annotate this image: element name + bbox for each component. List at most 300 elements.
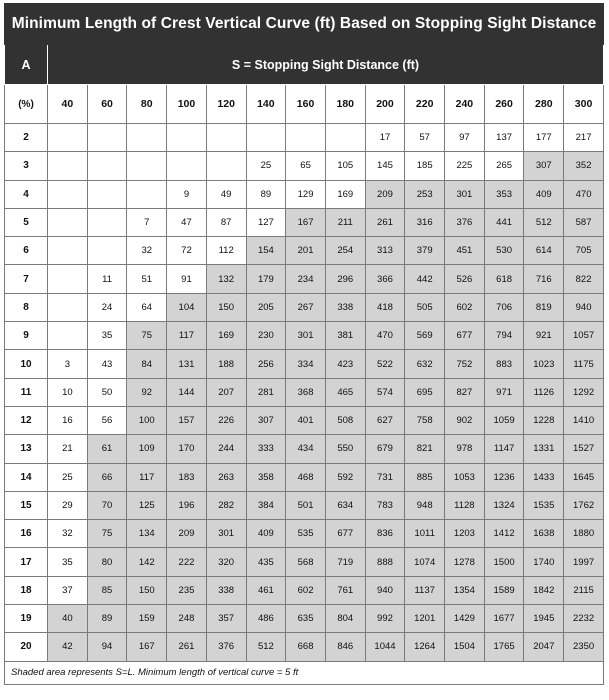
table-cell: 1057 xyxy=(564,322,604,350)
table-cell: 230 xyxy=(246,322,286,350)
table-cell: 758 xyxy=(405,406,445,434)
table-cell: 301 xyxy=(286,322,326,350)
table-cell xyxy=(127,180,167,208)
table-cell: 1074 xyxy=(405,548,445,576)
table-cell: 29 xyxy=(48,491,88,519)
table-cell: 679 xyxy=(365,435,405,463)
table-cell: 368 xyxy=(286,378,326,406)
table-cell: 677 xyxy=(445,322,485,350)
data-table xyxy=(4,45,604,662)
table-cell: 72 xyxy=(167,237,207,265)
table-cell: 470 xyxy=(365,322,405,350)
row-header: 10 xyxy=(5,350,48,378)
table-cell: 1264 xyxy=(405,633,445,661)
table-cell: 80 xyxy=(87,548,127,576)
table-cell: 366 xyxy=(365,265,405,293)
table-cell: 253 xyxy=(405,180,445,208)
row-header: 4 xyxy=(5,180,48,208)
table-row xyxy=(5,208,604,236)
table-cell xyxy=(286,124,326,152)
table-cell: 1765 xyxy=(484,633,524,661)
table-cell: 1053 xyxy=(445,463,485,491)
table-cell: 470 xyxy=(564,180,604,208)
table-cell: 97 xyxy=(445,124,485,152)
column-header-100: 100 xyxy=(167,85,207,124)
footnote: Shaded area represents S=L. Minimum length of vertical curve = 5 ft xyxy=(4,662,604,685)
table-cell: 1228 xyxy=(524,406,564,434)
table-cell: 836 xyxy=(365,520,405,548)
table-cell: 301 xyxy=(206,520,246,548)
table-cell: 618 xyxy=(484,265,524,293)
table-cell: 100 xyxy=(127,406,167,434)
table-cell: 379 xyxy=(405,237,445,265)
table-cell: 244 xyxy=(206,435,246,463)
column-header-280: 280 xyxy=(524,85,564,124)
table-cell: 75 xyxy=(87,520,127,548)
table-cell: 338 xyxy=(325,293,365,321)
table-cell: 117 xyxy=(127,463,167,491)
table-cell: 254 xyxy=(325,237,365,265)
table-cell: 409 xyxy=(246,520,286,548)
table-cell: 635 xyxy=(286,605,326,633)
table-cell: 992 xyxy=(365,605,405,633)
table-cell: 16 xyxy=(48,406,88,434)
row-header: 20 xyxy=(5,633,48,661)
table-cell xyxy=(87,208,127,236)
table-cell: 1842 xyxy=(524,576,564,604)
row-header: 11 xyxy=(5,378,48,406)
row-header: 7 xyxy=(5,265,48,293)
table-cell: 217 xyxy=(564,124,604,152)
table-cell: 129 xyxy=(286,180,326,208)
table-cell: 1175 xyxy=(564,350,604,378)
table-cell: 10 xyxy=(48,378,88,406)
table-cell: 948 xyxy=(405,491,445,519)
table-cell: 333 xyxy=(246,435,286,463)
table-cell: 65 xyxy=(286,152,326,180)
table-cell: 134 xyxy=(127,520,167,548)
table-cell: 56 xyxy=(87,406,127,434)
table-cell: 885 xyxy=(405,463,445,491)
table-row xyxy=(5,633,604,661)
table-cell xyxy=(325,124,365,152)
table-cell xyxy=(87,180,127,208)
row-header: 16 xyxy=(5,520,48,548)
table-cell: 170 xyxy=(167,435,207,463)
table-cell: 794 xyxy=(484,322,524,350)
table-cell: 508 xyxy=(325,406,365,434)
table-cell xyxy=(48,180,88,208)
table-cell: 353 xyxy=(484,180,524,208)
table-cell: 602 xyxy=(445,293,485,321)
table-cell: 144 xyxy=(167,378,207,406)
table-cell: 501 xyxy=(286,491,326,519)
column-header-140: 140 xyxy=(246,85,286,124)
table-cell: 1354 xyxy=(445,576,485,604)
table-cell: 209 xyxy=(365,180,405,208)
table-cell: 64 xyxy=(127,293,167,321)
table-cell: 706 xyxy=(484,293,524,321)
table-cell: 87 xyxy=(206,208,246,236)
table-row xyxy=(5,152,604,180)
table-cell: 185 xyxy=(405,152,445,180)
table-cell: 150 xyxy=(127,576,167,604)
column-header-200: 200 xyxy=(365,85,405,124)
table-cell: 32 xyxy=(127,237,167,265)
table-cell: 1504 xyxy=(445,633,485,661)
table-cell: 441 xyxy=(484,208,524,236)
table-cell: 137 xyxy=(484,124,524,152)
table-cell: 177 xyxy=(524,124,564,152)
table-row xyxy=(5,350,604,378)
table-cell: 196 xyxy=(167,491,207,519)
table-cell: 267 xyxy=(286,293,326,321)
table-cell: 112 xyxy=(206,237,246,265)
table-cell: 17 xyxy=(365,124,405,152)
table-cell: 1147 xyxy=(484,435,524,463)
table-cell: 183 xyxy=(167,463,207,491)
table-cell: 634 xyxy=(325,491,365,519)
table-cell xyxy=(87,237,127,265)
table-cell: 89 xyxy=(246,180,286,208)
table-cell: 37 xyxy=(48,576,88,604)
table-cell: 296 xyxy=(325,265,365,293)
table-cell: 91 xyxy=(167,265,207,293)
table-cell: 1433 xyxy=(524,463,564,491)
table-cell: 207 xyxy=(206,378,246,406)
table-cell xyxy=(87,152,127,180)
table-cell: 43 xyxy=(87,350,127,378)
column-header-180: 180 xyxy=(325,85,365,124)
table-cell: 2232 xyxy=(564,605,604,633)
table-cell: 338 xyxy=(206,576,246,604)
table-cell: 104 xyxy=(167,293,207,321)
table-cell: 1011 xyxy=(405,520,445,548)
table-cell: 167 xyxy=(127,633,167,661)
table-container xyxy=(4,3,604,685)
table-cell: 592 xyxy=(325,463,365,491)
table-cell: 2350 xyxy=(564,633,604,661)
table-cell: 57 xyxy=(405,124,445,152)
table-cell: 677 xyxy=(325,520,365,548)
table-cell: 1429 xyxy=(445,605,485,633)
table-cell: 11 xyxy=(87,265,127,293)
table-cell: 435 xyxy=(246,548,286,576)
table-cell: 352 xyxy=(564,152,604,180)
table-cell: 1236 xyxy=(484,463,524,491)
column-header-120: 120 xyxy=(206,85,246,124)
table-row xyxy=(5,548,604,576)
row-header: 18 xyxy=(5,576,48,604)
table-cell xyxy=(127,124,167,152)
table-cell: 301 xyxy=(445,180,485,208)
table-cell: 695 xyxy=(405,378,445,406)
table-cell: 418 xyxy=(365,293,405,321)
table-cell: 94 xyxy=(87,633,127,661)
table-cell: 468 xyxy=(286,463,326,491)
table-cell: 1044 xyxy=(365,633,405,661)
table-cell: 47 xyxy=(167,208,207,236)
row-header: 19 xyxy=(5,605,48,633)
table-cell: 61 xyxy=(87,435,127,463)
table-cell: 888 xyxy=(365,548,405,576)
table-cell: 512 xyxy=(246,633,286,661)
table-cell: 376 xyxy=(445,208,485,236)
table-cell: 384 xyxy=(246,491,286,519)
table-cell: 401 xyxy=(286,406,326,434)
row-header: 8 xyxy=(5,293,48,321)
table-cell: 49 xyxy=(206,180,246,208)
table-cell: 1059 xyxy=(484,406,524,434)
table-cell: 614 xyxy=(524,237,564,265)
table-cell: 705 xyxy=(564,237,604,265)
table-cell: 719 xyxy=(325,548,365,576)
table-cell: 821 xyxy=(405,435,445,463)
table-cell xyxy=(127,152,167,180)
table-cell: 205 xyxy=(246,293,286,321)
table-cell: 167 xyxy=(286,208,326,236)
table-cell: 627 xyxy=(365,406,405,434)
table-cell: 668 xyxy=(286,633,326,661)
table-cell: 132 xyxy=(206,265,246,293)
table-cell: 154 xyxy=(246,237,286,265)
table-cell: 75 xyxy=(127,322,167,350)
table-row xyxy=(5,124,604,152)
table-cell: 256 xyxy=(246,350,286,378)
table-row xyxy=(5,520,604,548)
table-cell xyxy=(48,124,88,152)
table-cell: 1201 xyxy=(405,605,445,633)
table-cell: 334 xyxy=(286,350,326,378)
column-header-160: 160 xyxy=(286,85,326,124)
column-header-60: 60 xyxy=(87,85,127,124)
table-cell: 225 xyxy=(445,152,485,180)
table-cell: 1762 xyxy=(564,491,604,519)
row-header: 17 xyxy=(5,548,48,576)
table-cell xyxy=(87,124,127,152)
table-cell: 66 xyxy=(87,463,127,491)
table-cell: 131 xyxy=(167,350,207,378)
table-cell: 25 xyxy=(48,463,88,491)
table-cell: 307 xyxy=(524,152,564,180)
table-cell: 602 xyxy=(286,576,326,604)
table-cell: 971 xyxy=(484,378,524,406)
row-header: 12 xyxy=(5,406,48,434)
table-cell: 145 xyxy=(365,152,405,180)
row-header: 14 xyxy=(5,463,48,491)
table-cell: 1500 xyxy=(484,548,524,576)
table-cell xyxy=(48,208,88,236)
column-header-260: 260 xyxy=(484,85,524,124)
table-cell: 169 xyxy=(206,322,246,350)
table-cell: 632 xyxy=(405,350,445,378)
table-cell: 24 xyxy=(87,293,127,321)
table-cell: 358 xyxy=(246,463,286,491)
table-cell: 827 xyxy=(445,378,485,406)
table-cell: 822 xyxy=(564,265,604,293)
table-cell: 157 xyxy=(167,406,207,434)
table-cell: 1278 xyxy=(445,548,485,576)
table-cell: 307 xyxy=(246,406,286,434)
table-cell: 89 xyxy=(87,605,127,633)
column-header-220: 220 xyxy=(405,85,445,124)
table-cell: 978 xyxy=(445,435,485,463)
table-cell: 1677 xyxy=(484,605,524,633)
table-cell: 550 xyxy=(325,435,365,463)
table-cell: 1645 xyxy=(564,463,604,491)
table-cell: 1137 xyxy=(405,576,445,604)
table-cell xyxy=(167,152,207,180)
table-row xyxy=(5,293,604,321)
a-column-header: A xyxy=(5,45,48,85)
table-cell: 505 xyxy=(405,293,445,321)
table-cell: 716 xyxy=(524,265,564,293)
table-cell: 451 xyxy=(445,237,485,265)
table-cell: 1292 xyxy=(564,378,604,406)
table-cell: 1997 xyxy=(564,548,604,576)
table-cell: 535 xyxy=(286,520,326,548)
column-header-80: 80 xyxy=(127,85,167,124)
table-cell: 9 xyxy=(167,180,207,208)
table-cell: 125 xyxy=(127,491,167,519)
table-row xyxy=(5,322,604,350)
table-row xyxy=(5,265,604,293)
table-cell: 1535 xyxy=(524,491,564,519)
table-cell: 1740 xyxy=(524,548,564,576)
table-cell: 1023 xyxy=(524,350,564,378)
table-cell: 921 xyxy=(524,322,564,350)
table-cell: 902 xyxy=(445,406,485,434)
table-cell: 819 xyxy=(524,293,564,321)
table-cell: 281 xyxy=(246,378,286,406)
table-cell: 1527 xyxy=(564,435,604,463)
table-row xyxy=(5,491,604,519)
table-cell: 465 xyxy=(325,378,365,406)
table-cell: 587 xyxy=(564,208,604,236)
table-row xyxy=(5,237,604,265)
a-unit-header: (%) xyxy=(5,85,48,124)
table-row xyxy=(5,378,604,406)
table-cell xyxy=(206,124,246,152)
table-cell: 1638 xyxy=(524,520,564,548)
table-cell: 263 xyxy=(206,463,246,491)
table-cell: 1331 xyxy=(524,435,564,463)
table-cell: 201 xyxy=(286,237,326,265)
table-cell: 883 xyxy=(484,350,524,378)
table-cell: 320 xyxy=(206,548,246,576)
table-cell: 512 xyxy=(524,208,564,236)
table-row xyxy=(5,180,604,208)
sight-distance-header: S = Stopping Sight Distance (ft) xyxy=(48,45,604,85)
table-cell xyxy=(48,237,88,265)
table-cell: 35 xyxy=(48,548,88,576)
column-header-row xyxy=(5,85,604,124)
table-cell: 188 xyxy=(206,350,246,378)
table-cell: 85 xyxy=(87,576,127,604)
table-cell: 127 xyxy=(246,208,286,236)
table-cell: 357 xyxy=(206,605,246,633)
table-cell xyxy=(246,124,286,152)
table-cell: 234 xyxy=(286,265,326,293)
table-cell: 381 xyxy=(325,322,365,350)
table-cell: 211 xyxy=(325,208,365,236)
table-row xyxy=(5,463,604,491)
row-header: 13 xyxy=(5,435,48,463)
table-row xyxy=(5,435,604,463)
column-header-240: 240 xyxy=(445,85,485,124)
table-cell: 169 xyxy=(325,180,365,208)
table-cell: 731 xyxy=(365,463,405,491)
table-cell: 846 xyxy=(325,633,365,661)
table-cell: 313 xyxy=(365,237,405,265)
table-cell: 2115 xyxy=(564,576,604,604)
table-cell: 159 xyxy=(127,605,167,633)
table-cell: 70 xyxy=(87,491,127,519)
table-cell: 179 xyxy=(246,265,286,293)
table-cell: 7 xyxy=(127,208,167,236)
table-cell xyxy=(167,124,207,152)
table-cell: 752 xyxy=(445,350,485,378)
table-cell: 109 xyxy=(127,435,167,463)
row-header: 9 xyxy=(5,322,48,350)
table-row xyxy=(5,406,604,434)
row-header: 2 xyxy=(5,124,48,152)
table-row xyxy=(5,605,604,633)
table-cell xyxy=(48,265,88,293)
table-cell: 92 xyxy=(127,378,167,406)
table-cell: 574 xyxy=(365,378,405,406)
table-cell: 316 xyxy=(405,208,445,236)
table-cell: 35 xyxy=(87,322,127,350)
table-cell: 150 xyxy=(206,293,246,321)
table-cell: 21 xyxy=(48,435,88,463)
table-cell: 409 xyxy=(524,180,564,208)
table-cell: 32 xyxy=(48,520,88,548)
table-cell: 376 xyxy=(206,633,246,661)
row-header: 5 xyxy=(5,208,48,236)
table-cell: 235 xyxy=(167,576,207,604)
table-cell: 261 xyxy=(167,633,207,661)
table-cell: 3 xyxy=(48,350,88,378)
table-cell: 1410 xyxy=(564,406,604,434)
table-cell: 1128 xyxy=(445,491,485,519)
table-cell: 51 xyxy=(127,265,167,293)
table-body xyxy=(5,124,604,662)
table-cell: 783 xyxy=(365,491,405,519)
table-cell: 25 xyxy=(246,152,286,180)
table-cell: 1880 xyxy=(564,520,604,548)
table-cell: 261 xyxy=(365,208,405,236)
table-cell: 84 xyxy=(127,350,167,378)
page-title: Minimum Length of Crest Vertical Curve (ft) Based on Stopping Sight Distance xyxy=(4,3,604,45)
table-cell: 282 xyxy=(206,491,246,519)
table-cell: 222 xyxy=(167,548,207,576)
table-cell: 265 xyxy=(484,152,524,180)
table-cell xyxy=(48,322,88,350)
table-cell: 2047 xyxy=(524,633,564,661)
table-cell: 940 xyxy=(365,576,405,604)
table-cell: 1324 xyxy=(484,491,524,519)
table-cell: 209 xyxy=(167,520,207,548)
table-cell: 530 xyxy=(484,237,524,265)
table-cell: 434 xyxy=(286,435,326,463)
column-header-40: 40 xyxy=(48,85,88,124)
column-header-300: 300 xyxy=(564,85,604,124)
table-cell: 486 xyxy=(246,605,286,633)
table-cell: 442 xyxy=(405,265,445,293)
table-cell xyxy=(48,152,88,180)
table-cell: 569 xyxy=(405,322,445,350)
